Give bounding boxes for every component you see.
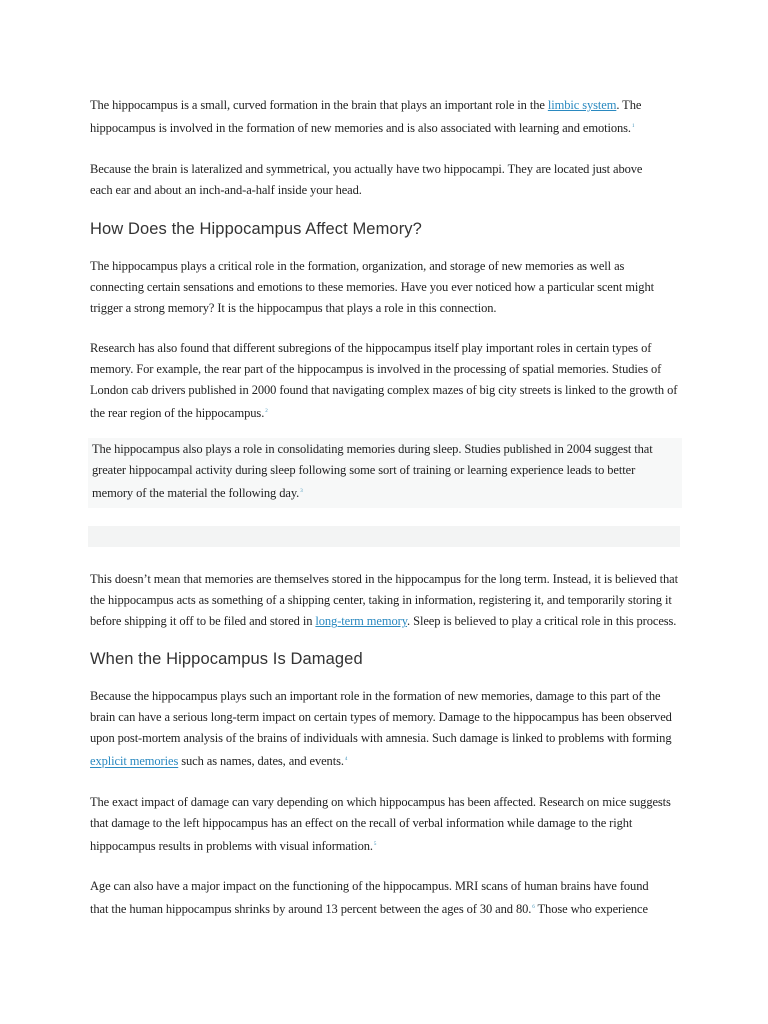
citation-6[interactable]: 6 xyxy=(532,904,535,910)
paragraph-age xyxy=(90,876,665,920)
paragraph-text: such as names, dates, and events. xyxy=(178,754,344,769)
limbic-system-link[interactable]: limbic system xyxy=(547,98,617,112)
heading-memory: How Does the Hippocampus Affect Memory? xyxy=(90,220,422,239)
heading-damage: When the Hippocampus Is Damaged xyxy=(90,650,363,669)
citation-4[interactable]: 4 xyxy=(344,757,348,763)
paragraph-text: Age can also have a major impact on the functioning of the hippocampus. MRI scans of human brains have found that the human hippocampus shrinks by around 13 percent between the ages of 30 and 80. xyxy=(90,878,649,916)
paragraph-text: . Sleep is believed to play a critical role in this process. xyxy=(407,614,677,629)
paragraph-subregions xyxy=(90,338,680,424)
callout-text xyxy=(92,439,678,504)
article-body xyxy=(90,95,680,920)
citation-1[interactable]: 1 xyxy=(631,124,635,129)
paragraph-text: Because the hippocampus plays such an important role in the formation of new memories, damage to this part of the brain can have a serious long-term impact on certain types of memory. Damage to the hippocampus has been observed upon post-mortem analysis of the brains of individuals with amnesia. Such damage is linked to problems with forming xyxy=(90,689,672,746)
paragraph-text: The exact impact of damage can vary depending on which hippocampus has been affected. Research on mice suggests that damage to the left hippocampus has an effect on the recall of verbal information while damage to the right hippocampus results in problems with visual information. xyxy=(90,794,671,853)
paragraph-damage xyxy=(90,686,680,772)
citation-2[interactable]: 2 xyxy=(265,409,268,415)
sleep-callout xyxy=(88,438,682,508)
paragraph-text: Those who experience xyxy=(534,901,648,916)
paragraph-text: This doesn’t mean that memories are themselves stored in the hippocampus for the long term. Instead, it is believed that the hippocampus acts as something of a shipping center, taking in information, registering it, and temporarily storing it before shipping it off to be filed and stored in xyxy=(90,572,678,629)
paragraph-impact xyxy=(90,792,680,857)
citation-5[interactable]: 5 xyxy=(373,841,377,847)
paragraph-critical-role: The hippocampus plays a critical role in the formation, organization, and storage of new memories as well as connecting certain sensations and emotions to these memories. Have you ever noticed how a particular scent might trigger a strong memory? It is the hippocampus that plays a role in this connection. xyxy=(90,259,654,316)
paragraph-text: . The hippocampus is involved in the formation of new memories and is also associated with learning and emotions. xyxy=(90,98,642,136)
paragraph-text: The hippocampus also plays a role in consolidating memories during sleep. Studies published in 2004 suggest that greater hippocampal activity during sleep following some sort of training or learning experience leads to better memory of the material the following day. xyxy=(92,442,653,501)
long-term-memory-link[interactable]: long-term memory xyxy=(315,614,408,629)
paragraph-lateralized: Because the brain is lateralized and symmetrical, you actually have two hippocampi. They are located just above each ear and about an inch-and-a-half inside your head. xyxy=(90,162,643,198)
paragraph-intro xyxy=(90,95,660,139)
paragraph-text: Research has also found that different subregions of the hippocampus itself play important roles in certain types of memory. For example, the rear part of the hippocampus is involved in the processing of spatial memories. Studies of London cab drivers published in 2000 found that navigating complex mazes of big city streets is linked to the growth of the rear region of the hippocampus. xyxy=(90,341,678,421)
citation-3[interactable]: 3 xyxy=(300,489,303,495)
paragraph-text: The hippocampus is a small, curved formation in the brain that plays an important role in the xyxy=(90,98,548,112)
explicit-memories-link[interactable]: explicit memories xyxy=(90,754,179,769)
paragraph-storage xyxy=(90,569,680,632)
empty-placeholder-bar xyxy=(88,526,680,547)
